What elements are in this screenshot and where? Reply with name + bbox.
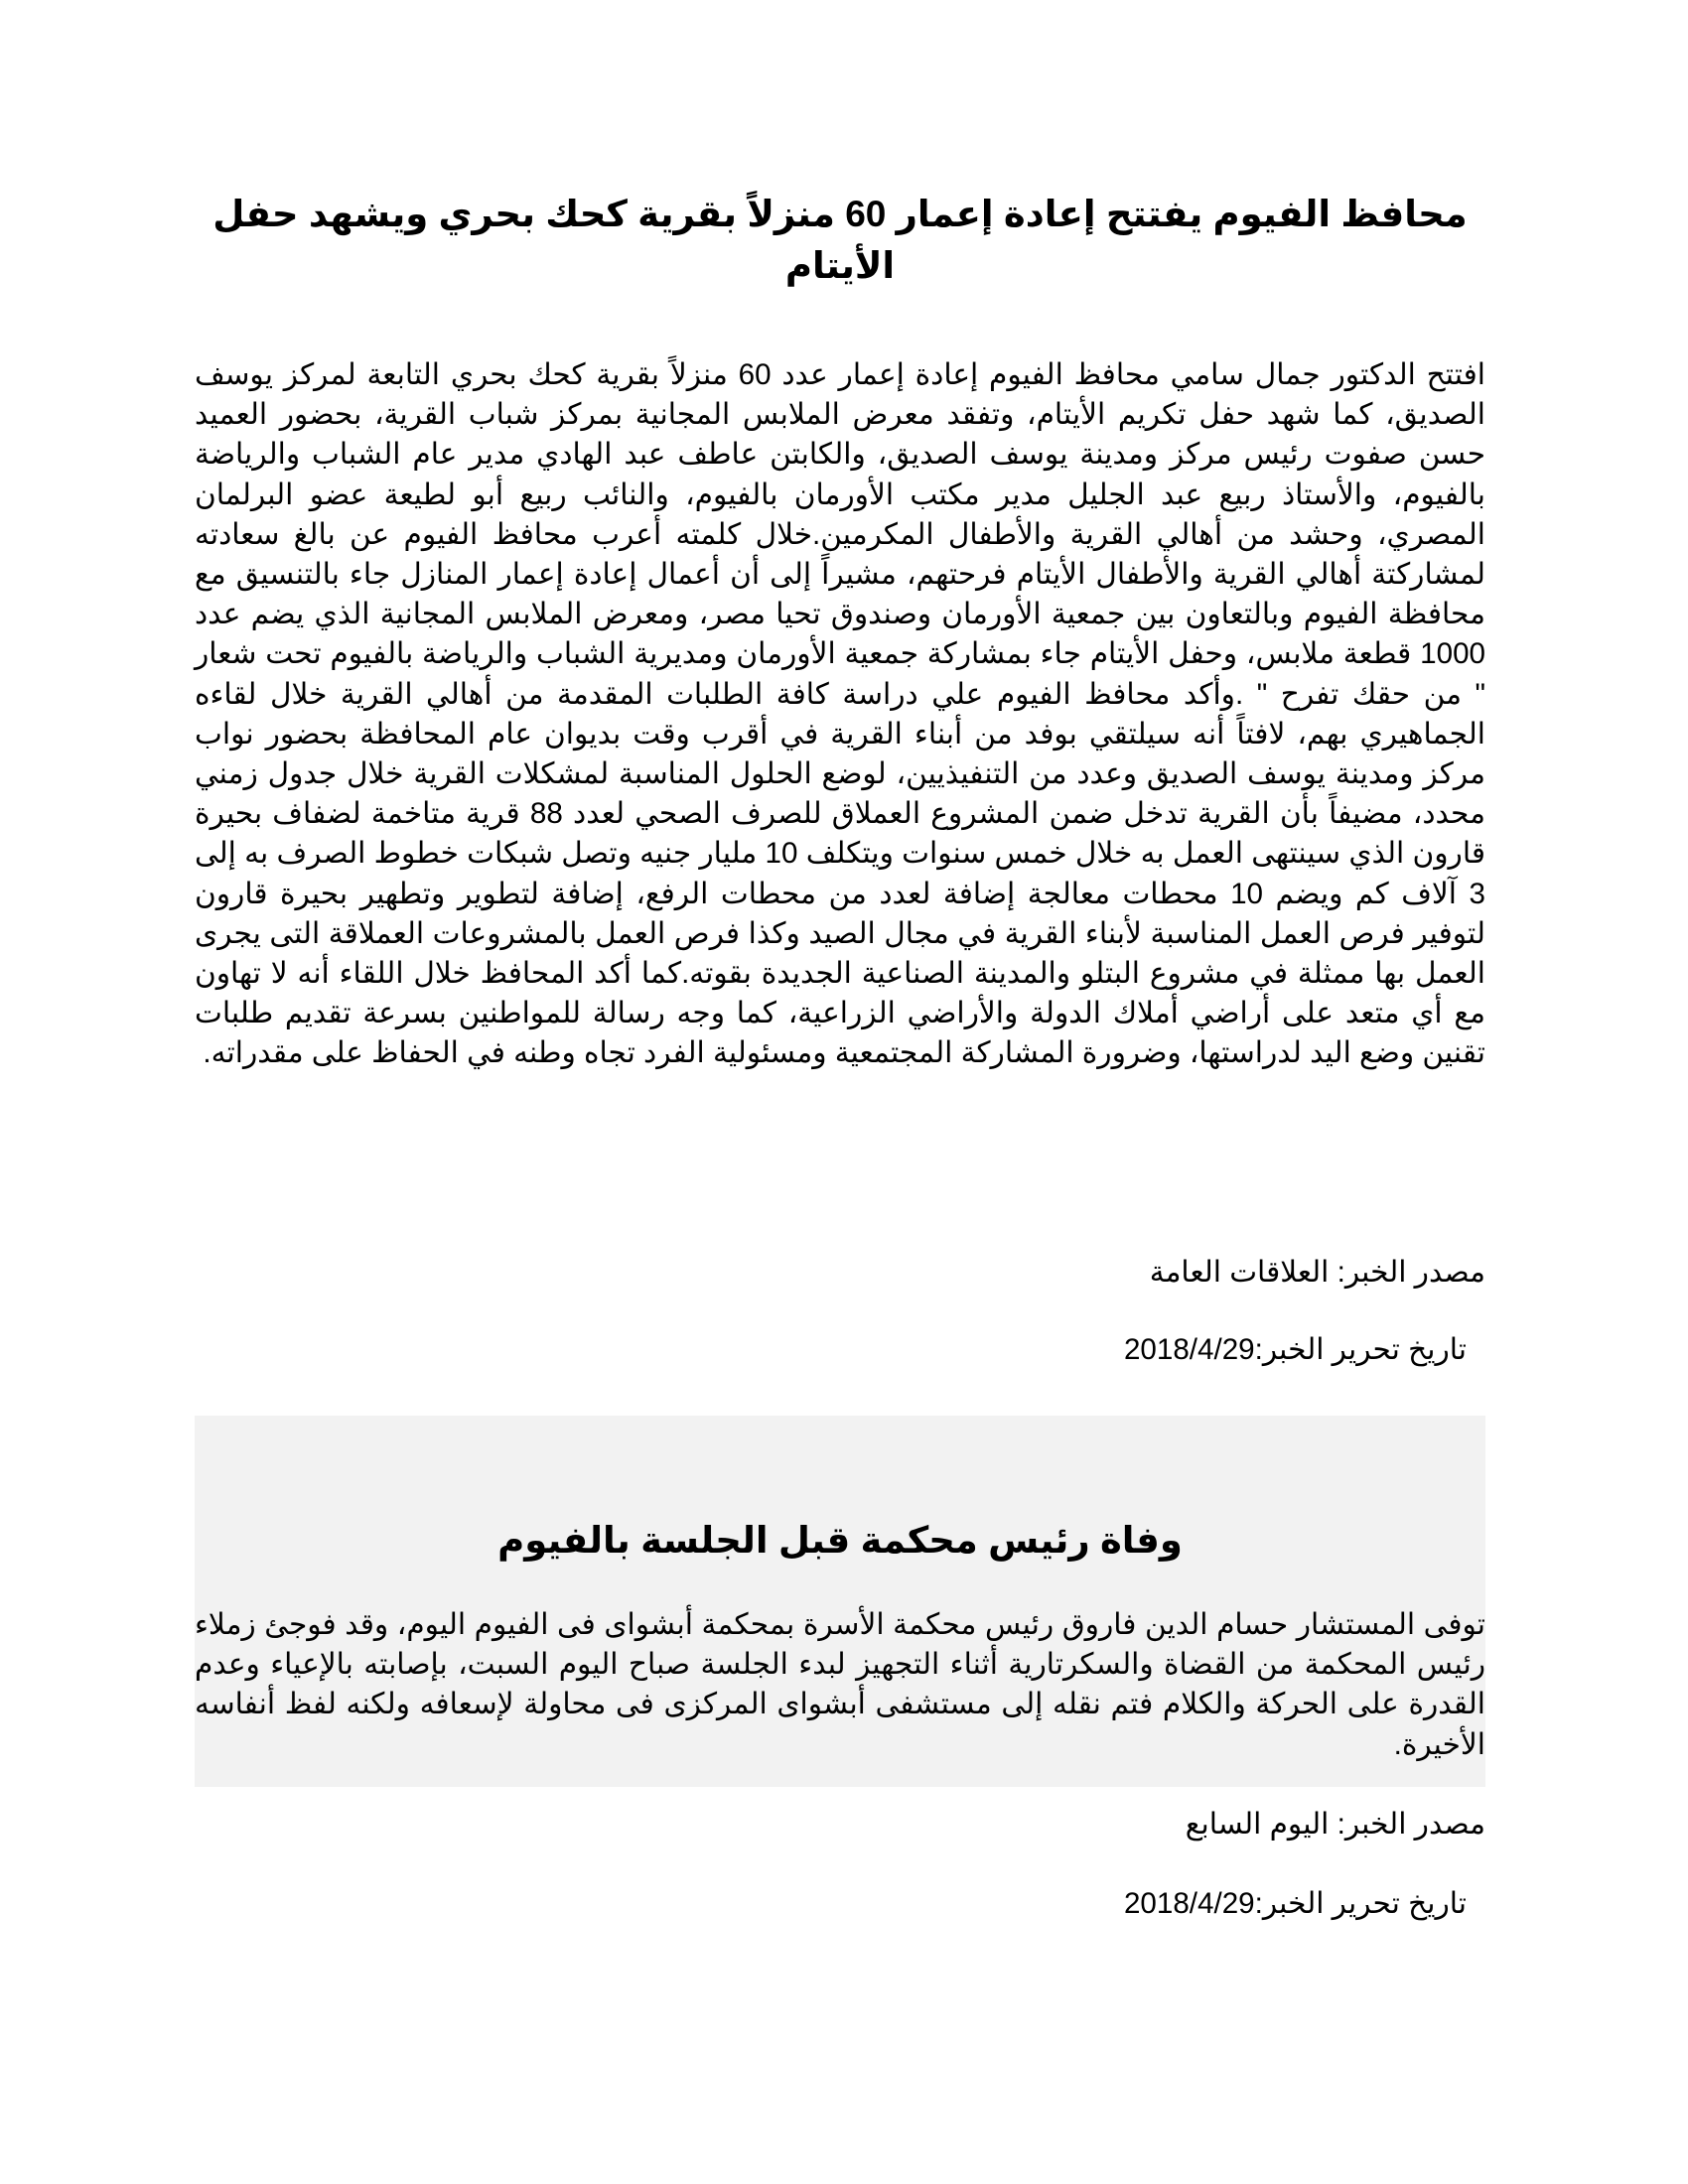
article-source: مصدر الخبر: العلاقات العامة — [1149, 1256, 1485, 1289]
article-date: تاريخ تحرير الخبر:2018/4/29 — [1123, 1333, 1467, 1366]
article-body: افتتح الدكتور جمال سامي محافظ الفيوم إعادة إعمار عدد 60 منزلاً بقرية كحك بحري التابعة لمركز يوسف الصديق، كما شهد حفل تكريم الأيتام، وتفقد معرض الملابس المجانية بمركز شباب القرية، بحضور العميد حسن صفوت رئيس مركز ومدينة يوسف الصديق، والكابتن عاطف عبد الهادي مدير عام الشباب والرياضة بالفيوم، والأستاذ ربيع عبد الجليل مدير مكتب الأورمان بالفيوم، والنائب ربيع أبو لطيعة عضو البرلمان المصري، وحشد من أهالي القرية والأطفال المكرمين.خلال كلمته أعرب محافظ الفيوم عن بالغ سعادته لمشاركتة أهالي القرية والأطفال الأيتام فرحتهم، مشيراً إلى أن أعمال إعادة إعمار المنازل جاء بالتنسيق مع محافظة الفيوم وبالتعاون بين جمعية الأورمان وصندوق تحيا مصر، ومعرض الملابس المجانية الذي يضم عدد 1000 قطعة ملابس، وحفل الأيتام جاء بمشاركة جمعية الأورمان ومديرية الشباب والرياضة بالفيوم تحت شعار " من حقك تفرح " .وأكد محافظ الفيوم علي دراسة كافة الطلبات المقدمة من أهالي القرية خلال لقاءه الجماهيري بهم، لافتاً أنه سيلتقي بوفد من أبناء القرية في أقرب وقت بديوان عام المحافظة بحضور نواب مركز ومدينة يوسف الصديق وعدد من التنفيذيين، لوضع الحلول المناسبة لمشكلات القرية خلال جدول زمني محدد، مضيفاً بأن القرية تدخل ضمن المشروع العملاق للصرف الصحي لعدد 88 قرية متاخمة لضفاف بحيرة قارون الذي سينتهى العمل به خلال خمس سنوات ويتكلف 10 مليار جنيه وتصل شبكات خطوط الصرف به إلى 3 آلاف كم ويضم 10 محطات معالجة إضافة لعدد من محطات الرفع، إضافة لتطوير وتطهير بحيرة قارون لتوفير فرص العمل المناسبة لأبناء القرية في مجال الصيد وكذا فرص العمل بالمشروعات العملاقة التى يجرى العمل بها ممثلة في مشروع البتلو والمدينة الصناعية الجديدة بقوته.كما أكد المحافظ خلال اللقاء أنه لا تهاون مع أي متعد على أراضي أملاك الدولة والأراضي الزراعية، كما وجه رسالة للمواطنين بسرعة تقديم طلبات تقنين وضع اليد لدراستها، وضرورة المشاركة المجتمعية ومسئولية الفرد تجاه وطنه في الحفاظ على مقدراته. — [195, 358, 1485, 1070]
article-fayoum-governor — [195, 189, 1485, 1070]
article-title: وفاة رئيس محكمة قبل الجلسة بالفيوم — [497, 1520, 1183, 1561]
article-date: تاريخ تحرير الخبر:2018/4/29 — [1123, 1887, 1467, 1920]
article-body: توفى المستشار حسام الدين فاروق رئيس محكمة الأسرة بمحكمة أبشواى فى الفيوم اليوم، وقد فوجئ زملاء رئيس المحكمة من القضاة والسكرتارية أثناء التجهيز لبدء الجلسة صباح اليوم السبت، بإصابته بالإعياء وعدم القدرة على الحركة والكلام فتم نقله إلى مستشفى أبشواى المركزى فى محاولة لإسعافه ولكنه لفظ أنفاسه الأخيرة. — [195, 1608, 1485, 1761]
article-source: مصدر الخبر: اليوم السابع — [1185, 1808, 1485, 1841]
article-title: محافظ الفيوم يفتتح إعادة إعمار 60 منزلاً بقرية كحك بحري ويشهد حفل الأيتام — [212, 194, 1468, 286]
article-court-president — [195, 1416, 1485, 1787]
